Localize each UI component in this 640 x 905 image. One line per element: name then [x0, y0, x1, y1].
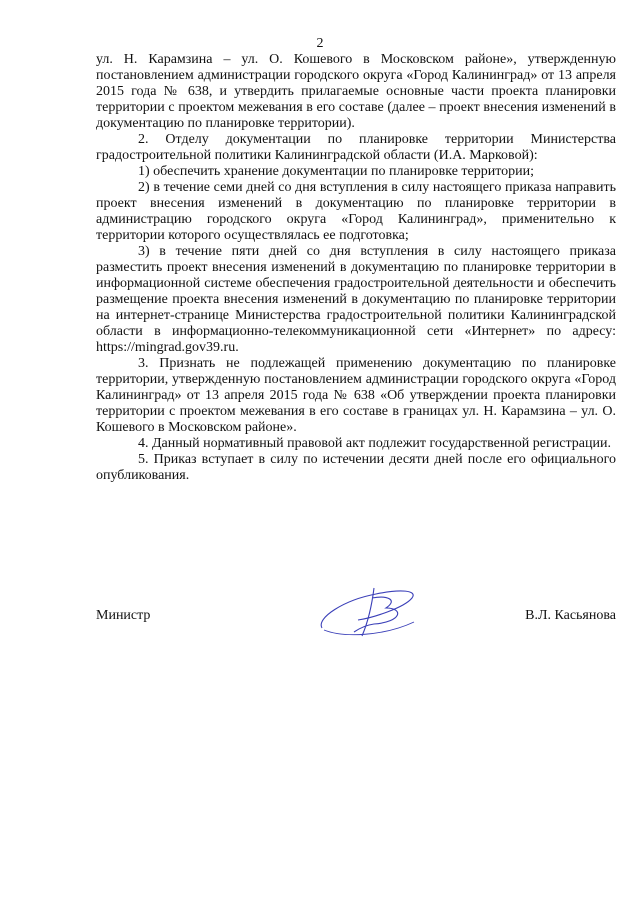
paragraph-subitem-3: 3) в течение пяти дней со дня вступления в силу настоящего приказа разместить проект внесения изменений в документацию по планировке территории в информационной системе обеспечения градостроительной деятельности и обеспечить размещение проекта внесения изменений в документацию по планировке территории на интернет-странице Министерства градостроительной политики Калининградской области в информационно-телекоммуникационной сети «Интернет» по адресу: https://mingrad.gov39.ru.	[96, 244, 616, 355]
signature-block	[96, 578, 616, 644]
paragraph-item-5: 5. Приказ вступает в силу по истечении десяти дней после его официального опубликования.	[96, 452, 616, 483]
paragraph-subitem-1: 1) обеспечить хранение документации по планировке территории;	[138, 164, 535, 179]
signatory-name: В.Л. Касьянова	[525, 608, 616, 623]
document-body	[96, 52, 616, 484]
paragraph-continuation: ул. Н. Карамзина – ул. О. Кошевого в Московском районе», утвержденную постановлением администрации городского округа «Город Калининград» от 13 апреля 2015 года № 638, и утвердить прилагаемые основные части проекта планировки территории с проектом межевания в его составе (далее – проект внесения изменений в документацию по планировке территории).	[96, 52, 616, 131]
paragraph-subitem-2: 2) в течение семи дней со дня вступления в силу настоящего приказа направить проект внесения изменений в документацию по планировке территории в администрацию городского округа «Город Калининград», применительно к территории которого осуществлялась ее подготовка;	[96, 180, 616, 243]
signatory-title: Министр	[96, 608, 151, 623]
page-number: 2	[316, 36, 324, 51]
paragraph-item-2: 2. Отделу документации по планировке территории Министерства градостроительной политики Калининградской области (И.А. Марковой):	[96, 132, 616, 163]
paragraph-item-4: 4. Данный нормативный правовой акт подлежит государственной регистрации.	[138, 436, 611, 451]
handwritten-signature	[314, 578, 424, 644]
paragraph-item-3: 3. Признать не подлежащей применению документацию по планировке территории, утвержденную постановлением администрации городского округа «Город Калининград» от 13 апреля 2015 года № 638 «Об утверждении проекта планировки территории с проектом межевания в его составе в границах ул. Н. Карамзина – ул. О. Кошевого в Московском районе».	[96, 356, 616, 435]
